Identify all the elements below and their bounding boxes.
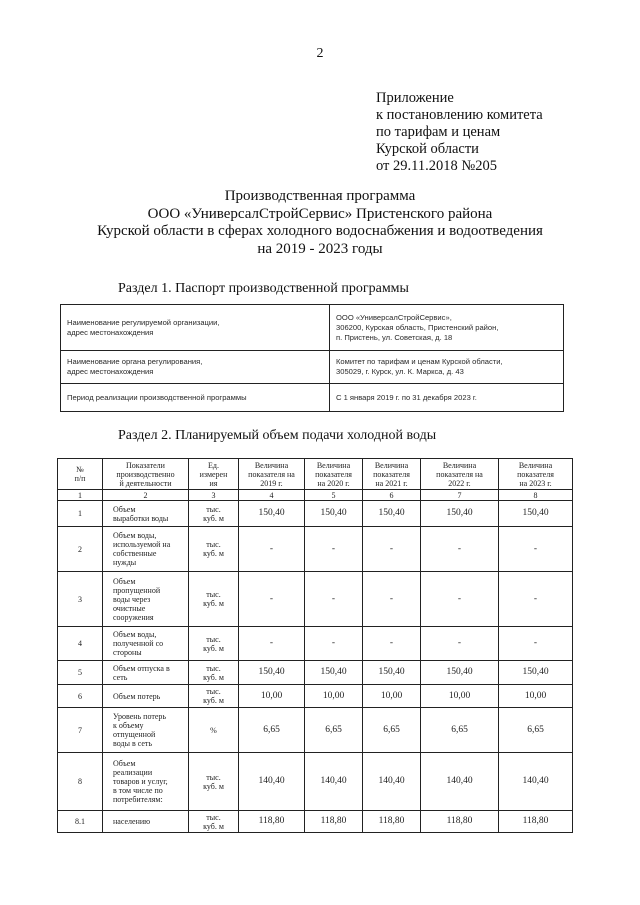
value-cell: -: [363, 627, 421, 661]
column-number: 6: [363, 490, 421, 501]
value-cell: 140,40: [421, 753, 499, 811]
indicator-cell: Объем пропущенной воды через очистные сооружения: [103, 572, 189, 627]
value-cell: -: [305, 627, 363, 661]
passport-label: Наименование регулируемой организации, адрес местонахождения: [61, 305, 330, 351]
title-line: ООО «УниверсалСтройСервис» Пристенского района: [147, 205, 493, 222]
value-cell: -: [421, 527, 499, 572]
column-header: Показатели производственно й деятельности: [103, 459, 189, 490]
value-cell: -: [239, 572, 305, 627]
row-number: 2: [58, 527, 103, 572]
indicator-cell: Объем реализации товаров и услуг, в том числе по потребителям:: [103, 753, 189, 811]
row-number: 8.1: [58, 811, 103, 833]
indicator-cell: Объем воды, используемой на собственные нужды: [103, 527, 189, 572]
row-number: 3: [58, 572, 103, 627]
indicator-cell: Объем воды, полученной со стороны: [103, 627, 189, 661]
unit-cell: тыс. куб. м: [189, 811, 239, 833]
value-cell: 140,40: [305, 753, 363, 811]
column-header: Величина показателя на 2022 г.: [421, 459, 499, 490]
column-header: Ед. измерен ия: [189, 459, 239, 490]
appendix-line: к постановлению комитета: [376, 107, 543, 123]
value-cell: 10,00: [499, 685, 573, 708]
value-cell: -: [239, 527, 305, 572]
table-row: [58, 527, 573, 572]
row-number: 1: [58, 501, 103, 527]
column-number: 1: [58, 490, 103, 501]
column-number-row: [58, 490, 573, 501]
row-number: 7: [58, 708, 103, 753]
value-cell: 150,40: [363, 501, 421, 527]
value-cell: 118,80: [363, 811, 421, 833]
table-row: [58, 661, 573, 685]
table-row: [58, 753, 573, 811]
unit-cell: тыс. куб. м: [189, 527, 239, 572]
unit-cell: %: [189, 708, 239, 753]
unit-cell: тыс. куб. м: [189, 572, 239, 627]
unit-cell: тыс. куб. м: [189, 501, 239, 527]
table-row: [58, 708, 573, 753]
page-number: 2: [316, 46, 324, 61]
title-line: Курской области в сферах холодного водоснабжения и водоотведения: [97, 223, 543, 239]
value-cell: 6,65: [239, 708, 305, 753]
value-cell: 150,40: [363, 661, 421, 685]
unit-cell: тыс. куб. м: [189, 661, 239, 685]
value-cell: 150,40: [305, 501, 363, 527]
document-title: [0, 188, 640, 258]
indicator-cell: Объем выработки воды: [103, 501, 189, 527]
value-cell: 150,40: [305, 661, 363, 685]
indicator-cell: Уровень потерь к объему отпущенной воды в сеть: [103, 708, 189, 753]
table-row: [58, 627, 573, 661]
appendix-line: Курской области: [376, 141, 479, 157]
appendix-line: от 29.11.2018 №205: [376, 158, 497, 174]
unit-cell: тыс. куб. м: [189, 627, 239, 661]
passport-label: Наименование органа регулирования, адрес местонахождения: [61, 351, 330, 384]
value-cell: 150,40: [499, 501, 573, 527]
value-cell: 150,40: [421, 501, 499, 527]
column-header: Величина показателя на 2021 г.: [363, 459, 421, 490]
indicator-cell: Объем отпуска в сеть: [103, 661, 189, 685]
value-cell: 140,40: [239, 753, 305, 811]
row-number: 4: [58, 627, 103, 661]
table-row: [58, 501, 573, 527]
value-cell: 150,40: [421, 661, 499, 685]
column-header: Величина показателя на 2020 г.: [305, 459, 363, 490]
unit-cell: тыс. куб. м: [189, 753, 239, 811]
value-cell: 118,80: [305, 811, 363, 833]
value-cell: 10,00: [421, 685, 499, 708]
column-number: 5: [305, 490, 363, 501]
passport-row: [61, 351, 564, 384]
appendix-line: Приложение: [376, 90, 454, 106]
row-number: 6: [58, 685, 103, 708]
passport-row: [61, 305, 564, 351]
passport-row: [61, 384, 564, 412]
value-cell: -: [421, 627, 499, 661]
section2-heading: Раздел 2. Планируемый объем подачи холодной воды: [118, 428, 437, 443]
value-cell: 6,65: [421, 708, 499, 753]
value-cell: 6,65: [305, 708, 363, 753]
value-cell: -: [363, 527, 421, 572]
appendix-block: [376, 90, 543, 175]
value-cell: 150,40: [239, 661, 305, 685]
title-line: на 2019 - 2023 годы: [257, 240, 383, 257]
row-number: 5: [58, 661, 103, 685]
value-cell: -: [499, 572, 573, 627]
indicator-cell: населению: [103, 811, 189, 833]
value-cell: 6,65: [499, 708, 573, 753]
value-cell: 118,80: [499, 811, 573, 833]
value-cell: 10,00: [363, 685, 421, 708]
value-cell: 10,00: [239, 685, 305, 708]
header-row: [58, 459, 573, 490]
table-row: [58, 685, 573, 708]
column-number: 4: [239, 490, 305, 501]
value-cell: 118,80: [239, 811, 305, 833]
value-cell: 140,40: [499, 753, 573, 811]
column-number: 3: [189, 490, 239, 501]
section1-heading: Раздел 1. Паспорт производственной программы: [118, 281, 409, 296]
value-cell: -: [499, 627, 573, 661]
water-supply-table: [57, 458, 573, 833]
title-line: Производственная программа: [224, 188, 416, 204]
table-row: [58, 811, 573, 833]
value-cell: -: [305, 572, 363, 627]
indicator-cell: Объем потерь: [103, 685, 189, 708]
value-cell: 140,40: [363, 753, 421, 811]
appendix-line: по тарифам и ценам: [376, 124, 501, 140]
column-number: 8: [499, 490, 573, 501]
passport-label: Период реализации производственной программы: [61, 384, 330, 412]
passport-value: С 1 января 2019 г. по 31 декабря 2023 г.: [330, 384, 564, 412]
passport-table: [60, 304, 564, 412]
value-cell: 10,00: [305, 685, 363, 708]
column-header: № п/п: [58, 459, 103, 490]
value-cell: 6,65: [363, 708, 421, 753]
value-cell: 118,80: [421, 811, 499, 833]
value-cell: -: [305, 527, 363, 572]
value-cell: -: [421, 572, 499, 627]
row-number: 8: [58, 753, 103, 811]
column-header: Величина показателя на 2019 г.: [239, 459, 305, 490]
value-cell: -: [239, 627, 305, 661]
value-cell: 150,40: [239, 501, 305, 527]
value-cell: -: [363, 572, 421, 627]
table-row: [58, 572, 573, 627]
passport-value: Комитет по тарифам и ценам Курской области, 305029, г. Курск, ул. К. Маркса, д. 43: [330, 351, 564, 384]
column-header: Величина показателя на 2023 г.: [499, 459, 573, 490]
unit-cell: тыс. куб. м: [189, 685, 239, 708]
column-number: 7: [421, 490, 499, 501]
value-cell: 150,40: [499, 661, 573, 685]
value-cell: -: [499, 527, 573, 572]
column-number: 2: [103, 490, 189, 501]
passport-value: ООО «УниверсалСтройСервис», 306200, Курская область, Пристенский район, п. Пристень, ул. Советская, д. 18: [330, 305, 564, 351]
